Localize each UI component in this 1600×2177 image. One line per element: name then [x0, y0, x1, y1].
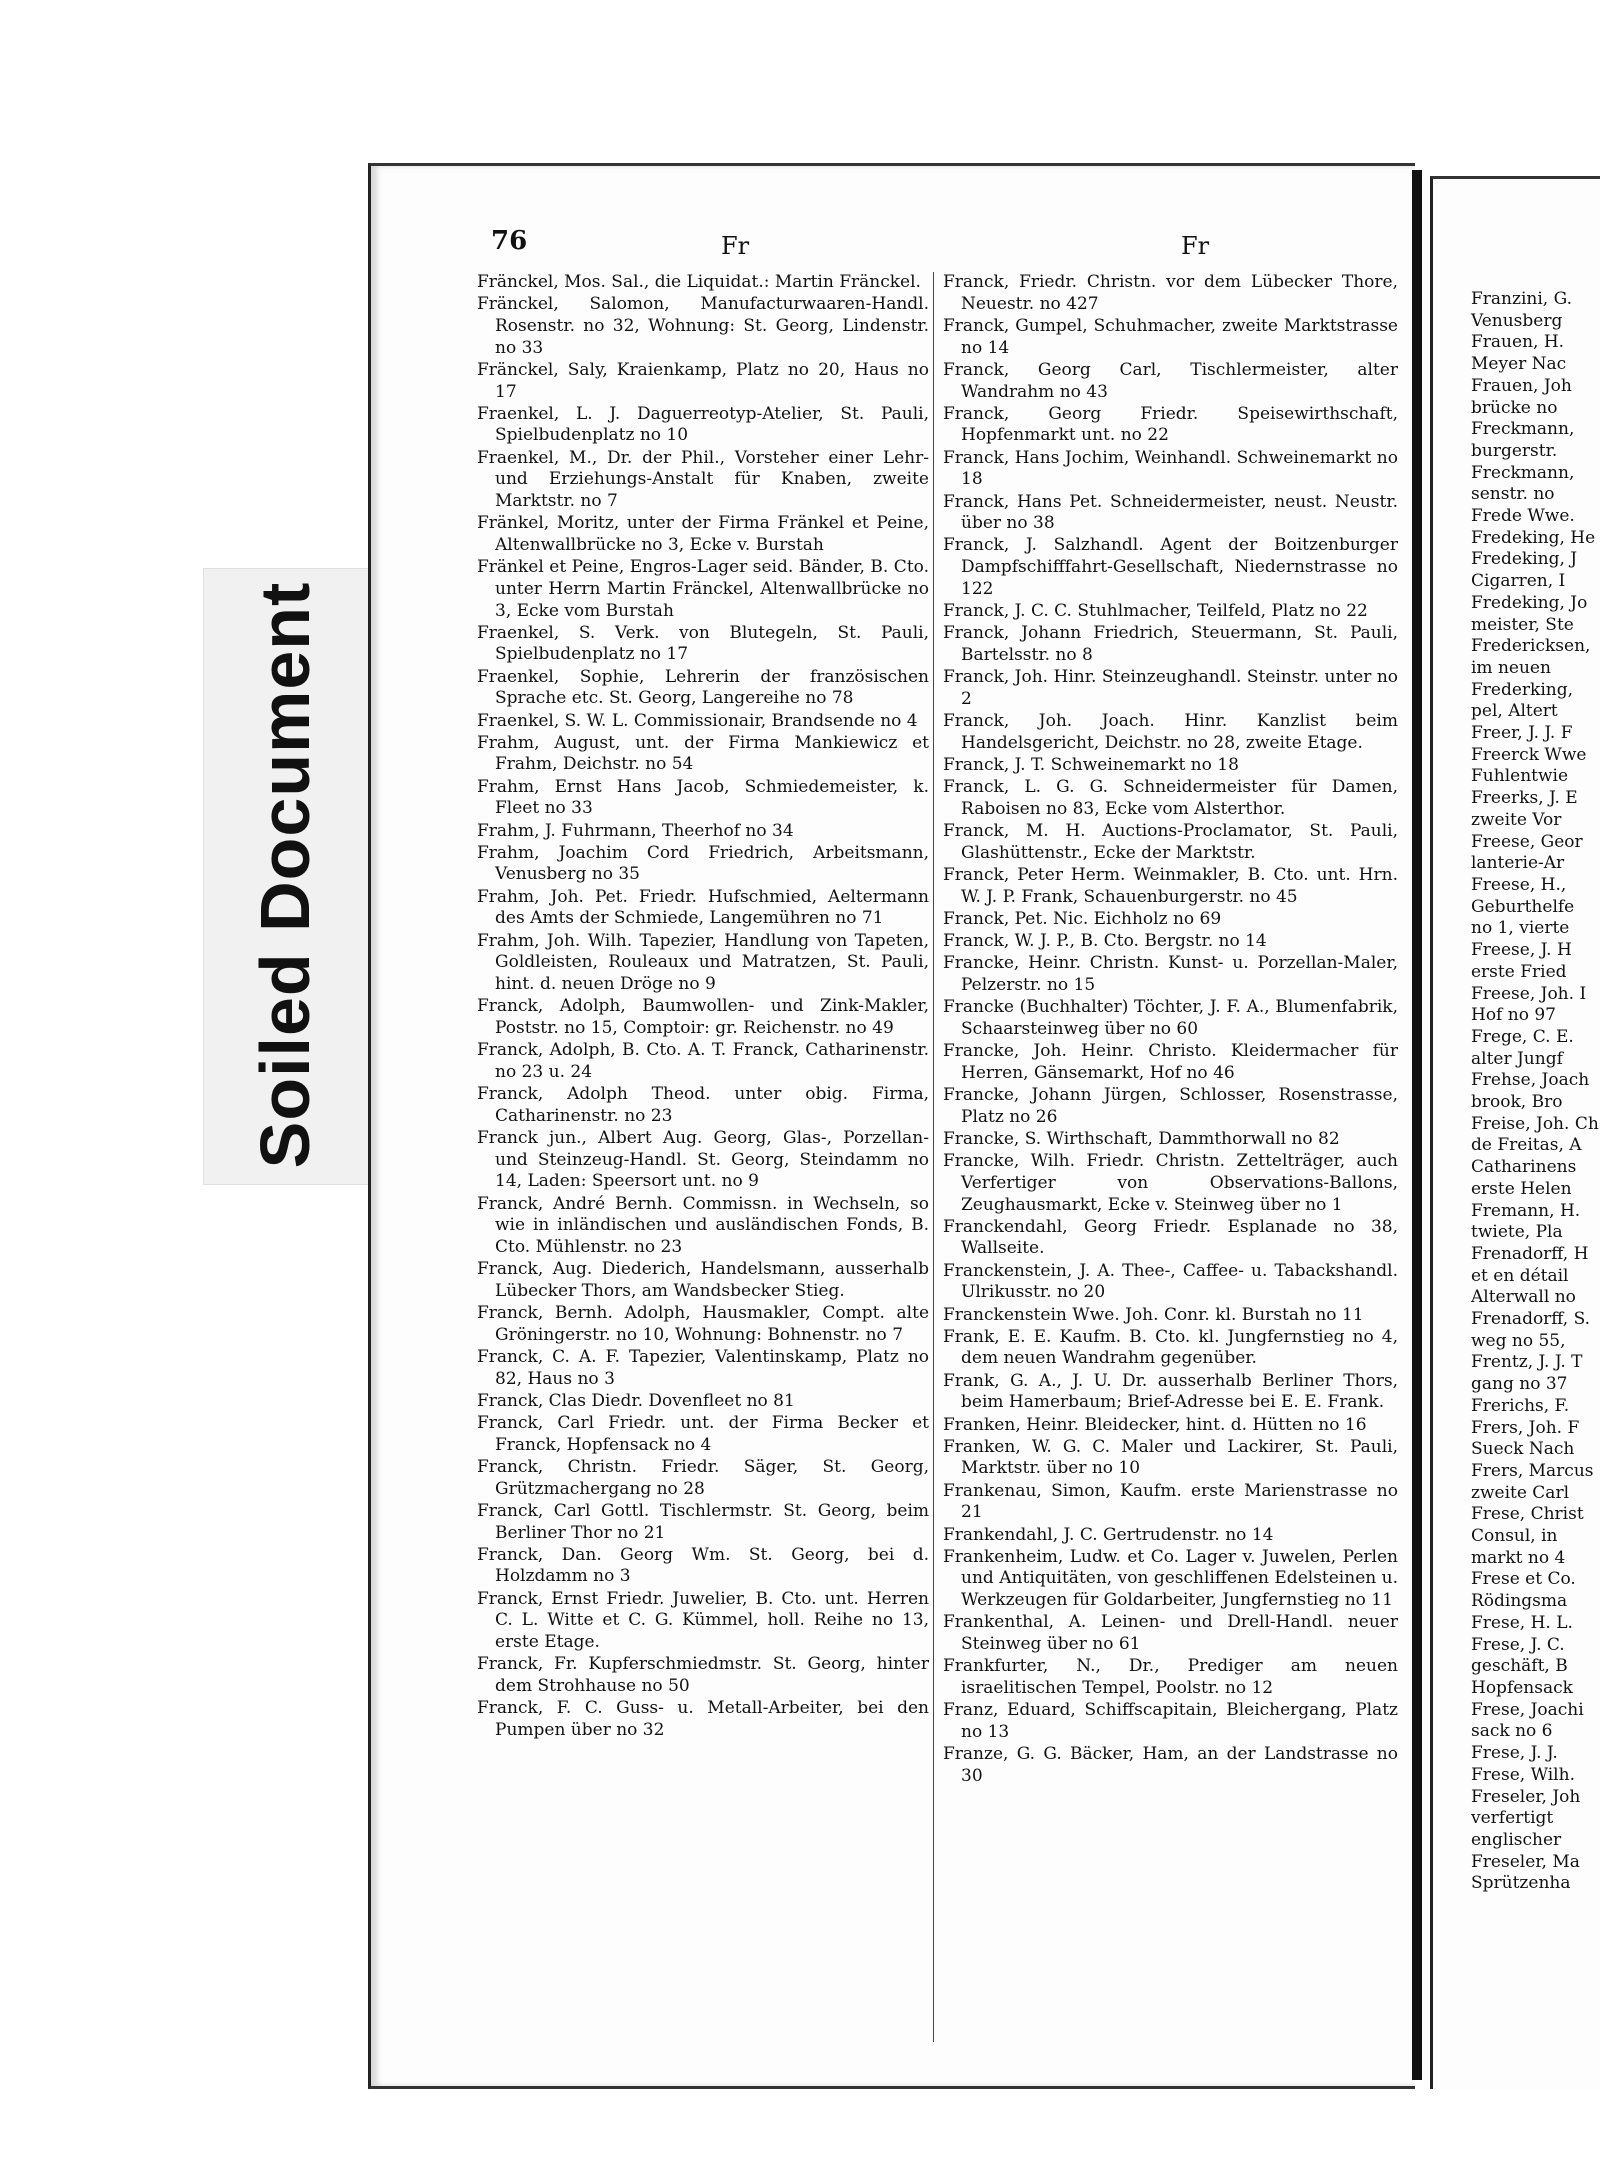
directory-entry-fragment: Frerichs, F. — [1471, 1395, 1570, 1416]
directory-entry: Francke, Joh. Heinr. Christo. Kleidermacher für Herren, Gänsemarkt, Hof no 46 — [943, 1041, 1398, 1083]
directory-entry-fragment: Frehse, Joach — [1471, 1070, 1590, 1091]
directory-entry-fragment: et en détail — [1471, 1265, 1569, 1286]
directory-entry: Franck, Ernst Friedr. Juwelier, B. Cto. unt. Herren C. L. Witte et C. G. Kümmel, holl. Reihe no 13, erste Etage. — [477, 1588, 929, 1653]
left-running-head: Fr — [721, 232, 750, 260]
directory-entry-fragment: Meyer Nac — [1471, 354, 1567, 375]
right-column — [943, 272, 1398, 1788]
directory-entry-fragment: Fuhlentwie — [1471, 766, 1569, 787]
directory-entry: Franck, Joh. Hinr. Steinzeughandl. Steinstr. unter no 2 — [943, 667, 1398, 709]
directory-entry: Franckendahl, Georg Friedr. Esplanade no 38, Wallseite. — [943, 1216, 1398, 1259]
directory-entry-fragment: Fredericksen, — [1471, 636, 1591, 657]
directory-entry: Fränkel et Peine, Engros-Lager seid. Bänder, B. Cto. unter Herrn Martin Fränckel, Altenwallbrücke no 3, Ecke vom Burstah — [477, 557, 929, 621]
directory-entry: Franck, Adolph Theod. unter obig. Firma, Catharinenstr. no 23 — [477, 1084, 929, 1126]
directory-entry: Franck, André Bernh. Commissn. in Wechseln, so wie in inländischen und ausländischen Fonds, B. Cto. Mühlenstr. no 23 — [477, 1193, 929, 1257]
directory-entry-fragment: zweite Vor — [1471, 809, 1562, 830]
directory-entry: Franze, G. G. Bäcker, Ham, an der Landstrasse no 30 — [943, 1744, 1398, 1786]
directory-entry: Frankendahl, J. C. Gertrudenstr. no 14 — [943, 1524, 1274, 1545]
directory-entry: Francke, Wilh. Friedr. Christn. Zettelträger, auch Verfertiger von Observations-Ballons, Zeughausmarkt, Ecke v. Steinweg über no 1 — [943, 1151, 1398, 1215]
directory-entry-fragment: Hopfensack — [1471, 1678, 1573, 1698]
directory-entry-fragment: Geburthelfe — [1471, 896, 1575, 917]
directory-entry-fragment: Freseler, Joh — [1471, 1786, 1581, 1807]
directory-entry: Fränkel, Moritz, unter der Firma Fränkel et Peine, Altenwallbrücke no 3, Ecke v. Burstah — [477, 513, 929, 555]
directory-entry-fragment: no 1, vierte — [1471, 918, 1570, 939]
directory-entry-fragment: geschäft, B — [1471, 1656, 1568, 1677]
directory-entry: Franck, Hans Jochim, Weinhandl. Schweinemarkt no 18 — [943, 447, 1398, 490]
directory-entry: Franck, Fr. Kupferschmiedmstr. St. Georg, hinter dem Strohhause no 50 — [477, 1654, 929, 1696]
directory-entry: Francke, Johann Jürgen, Schlosser, Rosenstrasse, Platz no 26 — [943, 1085, 1398, 1127]
left-column — [477, 272, 929, 1742]
directory-entry: Franck, Dan. Georg Wm. St. Georg, bei d. Holzdamm no 3 — [477, 1544, 929, 1587]
directory-entry-fragment: Frauen, Joh — [1471, 375, 1572, 396]
directory-entry-fragment: Frauen, H. — [1471, 332, 1565, 353]
directory-entry: Franck, J. Salzhandl. Agent der Boitzenburger Dampfschifffahrt-Gesellschaft, Niedernstrasse no 122 — [943, 535, 1398, 599]
directory-entry-fragment: Frese, J. J. — [1471, 1743, 1558, 1764]
directory-entry: Frahm, Joh. Wilh. Tapezier, Handlung von Tapeten, Goldleisten, Rouleaux und Matratzen, St. Pauli, hint. d. neuen Dröge no 9 — [477, 930, 929, 994]
directory-entry: Franck, W. J. P., B. Cto. Bergstr. no 14 — [943, 931, 1267, 952]
directory-entry-fragment: Freese, H., — [1471, 874, 1567, 895]
directory-entry: Franck, C. A. F. Tapezier, Valentinskamp, Platz no 82, Haus no 3 — [477, 1346, 929, 1389]
directory-entry: Franck, Peter Herm. Weinmakler, B. Cto. unt. Hrn. W. J. P. Frank, Schauenburgerstr. no 45 — [943, 864, 1398, 907]
directory-entry-fragment: Frese, Christ — [1471, 1504, 1584, 1525]
page-header — [491, 226, 1551, 266]
directory-entry: Franck, Georg Carl, Tischlermeister, alter Wandrahm no 43 — [943, 359, 1398, 402]
directory-entry: Franck, Adolph, B. Cto. A. T. Franck, Catharinenstr. no 23 u. 24 — [477, 1040, 929, 1082]
directory-entry-fragment: Cigarren, I — [1471, 571, 1566, 592]
column-divider — [933, 272, 934, 2042]
directory-entry-fragment: Frege, C. E. — [1471, 1026, 1574, 1047]
directory-entry: Franck, Bernh. Adolph, Hausmakler, Compt. alte Gröningerstr. no 10, Wohnung: Bohnenstr. no 7 — [477, 1303, 929, 1345]
directory-entry: Frahm, Joh. Pet. Friedr. Hufschmied, Aeltermann des Amts der Schmiede, Langemühren no 71 — [477, 886, 929, 929]
directory-entry-fragment: Alterwall no — [1471, 1287, 1576, 1308]
directory-entry-fragment: Sprützenha — [1471, 1873, 1571, 1894]
directory-entry-fragment: markt no 4 — [1471, 1547, 1566, 1568]
directory-entry-fragment: Fredeking, J — [1471, 549, 1578, 570]
directory-entry: Franck jun., Albert Aug. Georg, Glas-, Porzellan- und Steinzeug-Handl. St. Georg, Steindamm no 14, Laden: Speersort unt. no 9 — [477, 1127, 929, 1192]
directory-entry-fragment: Freckmann, — [1471, 419, 1575, 440]
directory-entry: Frahm, J. Fuhrmann, Theerhof no 34 — [477, 820, 794, 841]
page-gutter — [1412, 170, 1422, 2080]
directory-entry: Franck, J. C. C. Stuhlmacher, Teilfeld, Platz no 22 — [943, 601, 1368, 622]
directory-entry-fragment: Freer, J. J. F — [1471, 723, 1573, 744]
directory-entry: Francke (Buchhalter) Töchter, J. F. A., Blumenfabrik, Schaarsteinweg über no 60 — [943, 997, 1398, 1039]
page-number: 76 — [491, 226, 528, 256]
directory-entry: Franck, Carl Gottl. Tischlermstr. St. Georg, beim Berliner Thor no 21 — [477, 1500, 929, 1543]
directory-entry: Franck, Joh. Joach. Hinr. Kanzlist beim Handelsgericht, Deichstr. no 28, zweite Etage. — [943, 711, 1398, 753]
directory-entry-fragment: erste Fried — [1471, 961, 1567, 982]
directory-entry-fragment: Sueck Nach — [1471, 1439, 1575, 1460]
directory-entry-fragment: Frese, H. L. — [1471, 1612, 1573, 1633]
directory-entry: Franckenstein Wwe. Joh. Conr. kl. Burstah no 11 — [943, 1304, 1364, 1325]
directory-entry-fragment: Freerck Wwe — [1471, 744, 1587, 765]
directory-entry-fragment: Venusberg — [1471, 310, 1563, 331]
directory-entry-fragment: erste Helen — [1471, 1178, 1572, 1199]
directory-entry: Franck, Friedr. Christn. vor dem Lübecker Thore, Neuestr. no 427 — [943, 272, 1398, 314]
directory-entry-fragment: im neuen — [1471, 657, 1551, 678]
directory-entry-fragment: Hof no 97 — [1471, 1005, 1556, 1026]
directory-entry: Frank, E. E. Kaufm. B. Cto. kl. Jungfernstieg no 4, dem neuen Wandrahm gegenüber. — [943, 1326, 1398, 1369]
directory-entry: Franck, M. H. Auctions-Proclamator, St. Pauli, Glashüttenstr., Ecke der Marktstr. — [943, 821, 1398, 863]
directory-entry: Frankenthal, A. Leinen- und Drell-Handl. neuer Steinweg über no 61 — [943, 1612, 1398, 1655]
directory-entry-fragment: senstr. no — [1471, 484, 1555, 505]
directory-entry-fragment: verfertigt — [1471, 1808, 1554, 1829]
directory-entry-fragment: Frese et Co. — [1471, 1569, 1576, 1590]
directory-entry: Frank, G. A., J. U. Dr. ausserhalb Berliner Thors, beim Hamerbaum; Brief-Adresse bei E. E. Frank. — [943, 1370, 1398, 1413]
directory-entry: Fraenkel, S. Verk. von Blutegeln, St. Pauli, Spielbudenplatz no 17 — [477, 622, 929, 665]
directory-entry-fragment: weg no 55, — [1471, 1330, 1566, 1351]
directory-entry-fragment: Frers, Marcus — [1471, 1460, 1594, 1481]
directory-entry-fragment: Freise, Joh. Ch — [1471, 1113, 1599, 1134]
directory-entry-fragment: Frederking, — [1471, 679, 1574, 700]
directory-entry: Franken, W. G. C. Maler und Lackirer, St. Pauli, Marktstr. über no 10 — [943, 1436, 1398, 1479]
directory-entry: Frankenheim, Ludw. et Co. Lager v. Juwelen, Perlen und Antiquitäten, von geschliffenen Edelsteinen u. Werkzeugen für Goldarbeiter, Jungfernstieg no 11 — [943, 1546, 1398, 1611]
directory-entry: Franck, Hans Pet. Schneidermeister, neust. Neustr. über no 38 — [943, 491, 1398, 534]
directory-entry-fragment: Frenadorff, H — [1471, 1243, 1589, 1264]
directory-entry: Fränckel, Saly, Kraienkamp, Platz no 20, Haus no 17 — [477, 359, 929, 402]
directory-entry-fragment: Freerks, J. E — [1471, 788, 1578, 809]
directory-entry-fragment: meister, Ste — [1471, 614, 1574, 635]
directory-entry: Franck, Carl Friedr. unt. der Firma Becker et Franck, Hopfensack no 4 — [477, 1413, 929, 1455]
directory-entry: Franck, J. T. Schweinemarkt no 18 — [943, 754, 1239, 775]
directory-entry-fragment: Consul, in — [1471, 1526, 1558, 1547]
right-running-head: Fr — [1181, 232, 1210, 260]
directory-entry: Fraenkel, M., Dr. der Phil., Vorsteher einer Lehr- und Erziehungs-Anstalt für Knaben, zweite Marktstr. no 7 — [477, 447, 929, 512]
directory-entry-fragment: Frese, J. C. — [1471, 1634, 1565, 1655]
directory-entry: Franck, Christn. Friedr. Säger, St. Georg, Grützmachergang no 28 — [477, 1456, 929, 1499]
directory-entry-fragment: Frers, Joh. F — [1471, 1417, 1580, 1438]
directory-entry: Franck, Johann Friedrich, Steuermann, St. Pauli, Bartelsstr. no 8 — [943, 623, 1398, 665]
directory-entry-fragment: pel, Altert — [1471, 701, 1558, 722]
directory-entry-fragment: brook, Bro — [1471, 1092, 1563, 1113]
directory-entry-fragment: Fredeking, He — [1471, 527, 1596, 548]
directory-entry-fragment: englischer — [1471, 1829, 1562, 1850]
directory-entry-fragment: gang no 37 — [1471, 1374, 1568, 1395]
directory-entry-fragment: burgerstr. — [1471, 440, 1558, 461]
directory-entry-fragment: zweite Carl — [1471, 1482, 1570, 1503]
directory-entry-fragment: Freckmann, — [1471, 462, 1575, 483]
directory-entry: Fränckel, Salomon, Manufacturwaaren-Handl. Rosenstr. no 32, Wohnung: St. Georg, Lindenstr. no 33 — [477, 294, 929, 358]
directory-entry-fragment: twiete, Pla — [1471, 1222, 1563, 1243]
directory-entry: Franz, Eduard, Schiffscapitain, Bleichergang, Platz no 13 — [943, 1700, 1398, 1742]
directory-entry: Franck, Pet. Nic. Eichholz no 69 — [943, 908, 1222, 929]
directory-entry: Frahm, Ernst Hans Jacob, Schmiedemeister, k. Fleet no 33 — [477, 776, 929, 819]
directory-entry: Francke, Heinr. Christn. Kunst- u. Porzellan-Maler, Pelzerstr. no 15 — [943, 953, 1398, 995]
facing-page — [1430, 176, 1600, 2089]
directory-entry: Franken, Heinr. Bleidecker, hint. d. Hütten no 16 — [943, 1414, 1367, 1435]
directory-entry-fragment: Frese, Wilh. — [1471, 1764, 1575, 1785]
directory-entry: Franck, Georg Friedr. Speisewirthschaft, Hopfenmarkt unt. no 22 — [943, 403, 1398, 446]
directory-entry: Frahm, August, unt. der Firma Mankiewicz et Frahm, Deichstr. no 54 — [477, 732, 929, 775]
directory-entry-fragment: Freseler, Ma — [1471, 1851, 1580, 1872]
cutoff-column — [1471, 289, 1600, 1895]
directory-entry-fragment: Freese, J. H — [1471, 940, 1572, 961]
directory-entry: Frankenau, Simon, Kaufm. erste Marienstrasse no 21 — [943, 1480, 1398, 1523]
directory-entry: Fraenkel, L. J. Daguerreotyp-Atelier, St. Pauli, Spielbudenplatz no 10 — [477, 403, 929, 446]
directory-entry: Franck, F. C. Guss- u. Metall-Arbeiter, bei den Pumpen über no 32 — [477, 1698, 929, 1740]
directory-entry-fragment: Franzini, G. — [1471, 289, 1572, 309]
directory-entry: Franckenstein, J. A. Thee-, Caffee- u. Tabackshandl. Ulrikusstr. no 20 — [943, 1260, 1398, 1303]
directory-entry-fragment: Freese, Joh. I — [1471, 983, 1587, 1004]
directory-entry: Franck, L. G. G. Schneidermeister für Damen, Raboisen no 83, Ecke vom Alsterthor. — [943, 777, 1398, 819]
directory-entry-fragment: Frentz, J. J. T — [1471, 1352, 1583, 1373]
directory-entry: Fraenkel, S. W. L. Commissionair, Brandsende no 4 — [477, 710, 918, 731]
directory-entry-fragment: Frenadorff, S. — [1471, 1309, 1591, 1330]
directory-entry-fragment: Catharinens — [1471, 1157, 1577, 1178]
soiled-document-stamp: Soiled Document — [246, 581, 324, 1169]
directory-entry-fragment: Fremann, H. — [1471, 1200, 1581, 1221]
directory-entry: Frankfurter, N., Dr., Prediger am neuen israelitischen Tempel, Poolstr. no 12 — [943, 1656, 1398, 1698]
directory-entry: Fraenkel, Sophie, Lehrerin der französischen Sprache etc. St. Georg, Langereihe no 78 — [477, 666, 929, 709]
directory-entry-fragment: lanterie-Ar — [1471, 853, 1565, 874]
directory-entry: Frahm, Joachim Cord Friedrich, Arbeitsmann, Venusberg no 35 — [477, 842, 929, 885]
directory-entry-fragment: Rödingsma — [1471, 1591, 1568, 1612]
directory-entry-fragment: Fredeking, Jo — [1471, 592, 1588, 613]
directory-entry: Fränckel, Mos. Sal., die Liquidat.: Martin Fränckel. — [477, 272, 921, 292]
directory-entry-fragment: de Freitas, A — [1471, 1135, 1582, 1156]
book-page — [368, 163, 1415, 2089]
directory-entry-fragment: Frede Wwe. — [1471, 506, 1575, 527]
directory-entry-fragment: alter Jungf — [1471, 1048, 1563, 1069]
directory-entry: Franck, Clas Diedr. Dovenfleet no 81 — [477, 1390, 795, 1411]
directory-entry: Francke, S. Wirthschaft, Dammthorwall no 82 — [943, 1128, 1340, 1149]
directory-entry: Franck, Adolph, Baumwollen- und Zink-Makler, Poststr. no 15, Comptoir: gr. Reichenstr. no 49 — [477, 996, 929, 1038]
directory-entry-fragment: sack no 6 — [1471, 1721, 1553, 1742]
directory-entry-fragment: Freese, Geor — [1471, 831, 1583, 852]
directory-entry-fragment: brücke no — [1471, 397, 1558, 418]
directory-entry: Franck, Gumpel, Schuhmacher, zweite Marktstrasse no 14 — [943, 315, 1398, 358]
directory-entry-fragment: Frese, Joachi — [1471, 1699, 1584, 1720]
directory-entry: Franck, Aug. Diederich, Handelsmann, ausserhalb Lübecker Thors, am Wandsbecker Stieg. — [477, 1259, 929, 1301]
